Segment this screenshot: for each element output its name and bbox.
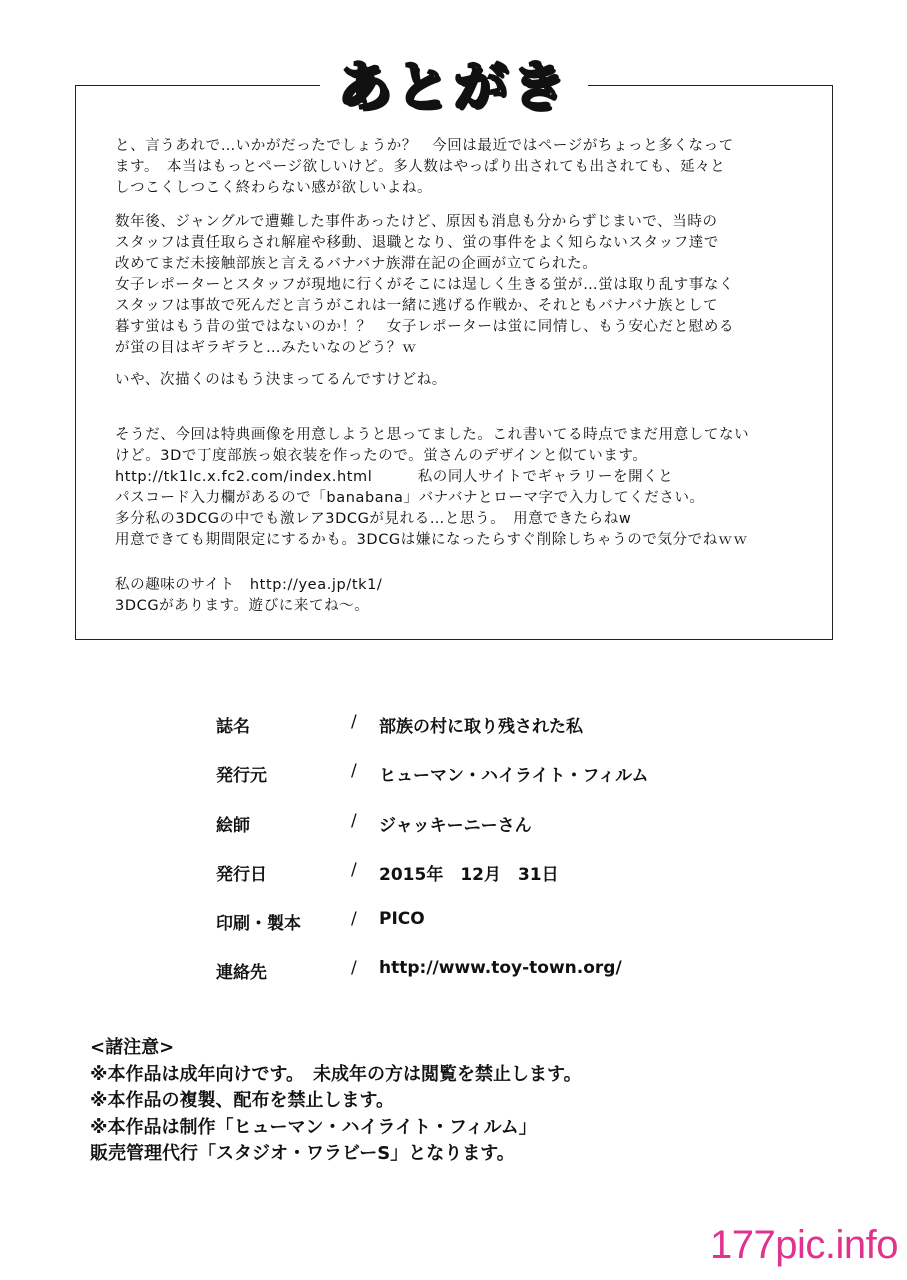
text-line: 女子レポーターとスタッフが現地に行くがそこには逞しく生きる蛍が…蛍は取り乱す事なく — [115, 277, 735, 293]
colophon-row-title — [216, 710, 776, 759]
afterword-title: あとがき — [320, 48, 588, 126]
text-line: 私の趣味のサイト http://yea.jp/tk1/ — [115, 577, 383, 593]
colophon-separator: / — [351, 712, 357, 732]
colophon-label: 発行日 — [216, 864, 267, 885]
afterword-paragraph-2 — [115, 212, 825, 359]
text-line: パスコード入力欄があるので「banabana」バナバナとローマ字で入力してください。 — [115, 490, 705, 506]
text-line: 用意できても期間限定にするかも。3DCGは嫌になったらすぐ削除しちゃうので気分でねｗｗ — [115, 532, 749, 548]
colophon-row-printing — [216, 907, 776, 956]
colophon-label: 発行元 — [216, 766, 267, 787]
colophon-separator: / — [351, 958, 357, 979]
colophon-value: 部族の村に取り残された私 — [379, 717, 583, 737]
text-line: そうだ、今回は特典画像を用意しようと思ってました。これ書いてる時点でまだ用意してない — [115, 427, 750, 443]
colophon-row-artist — [216, 809, 776, 858]
text-line: いや、次描くのはもう決まってるんですけどね。 — [115, 372, 447, 388]
colophon-value: ジャッキーニーさん — [379, 815, 532, 836]
text-line: 数年後、ジャングルで遭難した事件あったけど、原因も消息も分からずじまいで、当時の — [115, 214, 718, 230]
colophon-value: PICO — [379, 909, 425, 930]
colophon-value: 2015年 12月 31日 — [379, 864, 559, 885]
notice-line: ※本作品は制作「ヒューマン・ハイライト・フィルム」 — [90, 1116, 537, 1138]
notice-line: ※本作品の複製、配布を禁止します。 — [90, 1090, 395, 1111]
text-line: 多分私の3DCGの中でも激レア3DCGが見れる…と思う。 用意できたらねw — [115, 511, 632, 527]
colophon-row-publisher — [216, 759, 776, 808]
afterword-paragraph-1 — [115, 136, 825, 199]
notice-heading: <諸注意> — [90, 1037, 175, 1058]
text-line: スタッフは責任取らされ解雇や移動、退職となり、蛍の事件をよく知らないスタッフ達で — [115, 235, 719, 251]
colophon-separator: / — [351, 810, 357, 831]
afterword-paragraph-5 — [115, 575, 825, 617]
colophon-url[interactable]: http://www.toy-town.org/ — [379, 958, 622, 979]
colophon-row-contact — [216, 956, 776, 1005]
notice-block — [90, 1035, 582, 1168]
text-line: 暮す蛍はもう昔の蛍ではないのか！？ 女子レポーターは蛍に同情し、もう安心だと慰める — [115, 319, 735, 335]
text-line: けど。3Dで丁度部族っ娘衣装を作ったので。蛍さんのデザインと似ています。 — [115, 448, 648, 464]
text-line: スタッフは事故で死んだと言うがこれは一緒に逃げる作戦か、それともバナバナ族として — [115, 298, 719, 314]
notice-line: ※本作品は成年向けです。 未成年の方は閲覧を禁止します。 — [90, 1063, 582, 1085]
text-line: が蛍の目はギラギラと…みたいなのどう？ｗ — [115, 340, 417, 356]
text-line: しつこくしつこく終わらない感が欲しいよね。 — [115, 180, 433, 196]
colophon-separator: / — [351, 859, 357, 880]
afterword-paragraph-4 — [115, 425, 825, 551]
colophon-label: 連絡先 — [216, 963, 267, 984]
text-line: 改めてまだ未接触部族と言えるバナバナ族滞在記の企画が立てられた。 — [115, 256, 598, 272]
colophon-row-date — [216, 858, 776, 907]
colophon-separator: / — [351, 909, 357, 930]
colophon — [216, 710, 776, 1006]
text-line: と、言うあれで…いかがだったでしょうか？ 今回は最近ではページがちょっと多くなって — [115, 138, 734, 154]
colophon-separator: / — [351, 761, 357, 782]
colophon-value: ヒューマン・ハイライト・フィルム — [379, 766, 649, 787]
colophon-label: 誌名 — [216, 717, 250, 737]
text-line: http://tk1lc.x.fc2.com/index.html 私の同人サイトでギャラリーを開くと — [115, 469, 674, 485]
notice-line: 販売管理代行「スタジオ・ワラビーS」となります。 — [90, 1143, 515, 1164]
afterword-paragraph-3 — [115, 370, 825, 391]
colophon-label: 印刷・製本 — [216, 914, 301, 935]
text-line: 3DCGがあります。遊びに来てね～。 — [115, 598, 370, 614]
watermark: 177pic.info — [710, 1223, 898, 1267]
colophon-label: 絵師 — [216, 815, 250, 836]
afterword-title-wrap — [0, 48, 907, 126]
text-line: ます。 本当はもっとページ欲しいけど。多人数はやっぱり出されても出されても、延々と — [115, 159, 726, 175]
